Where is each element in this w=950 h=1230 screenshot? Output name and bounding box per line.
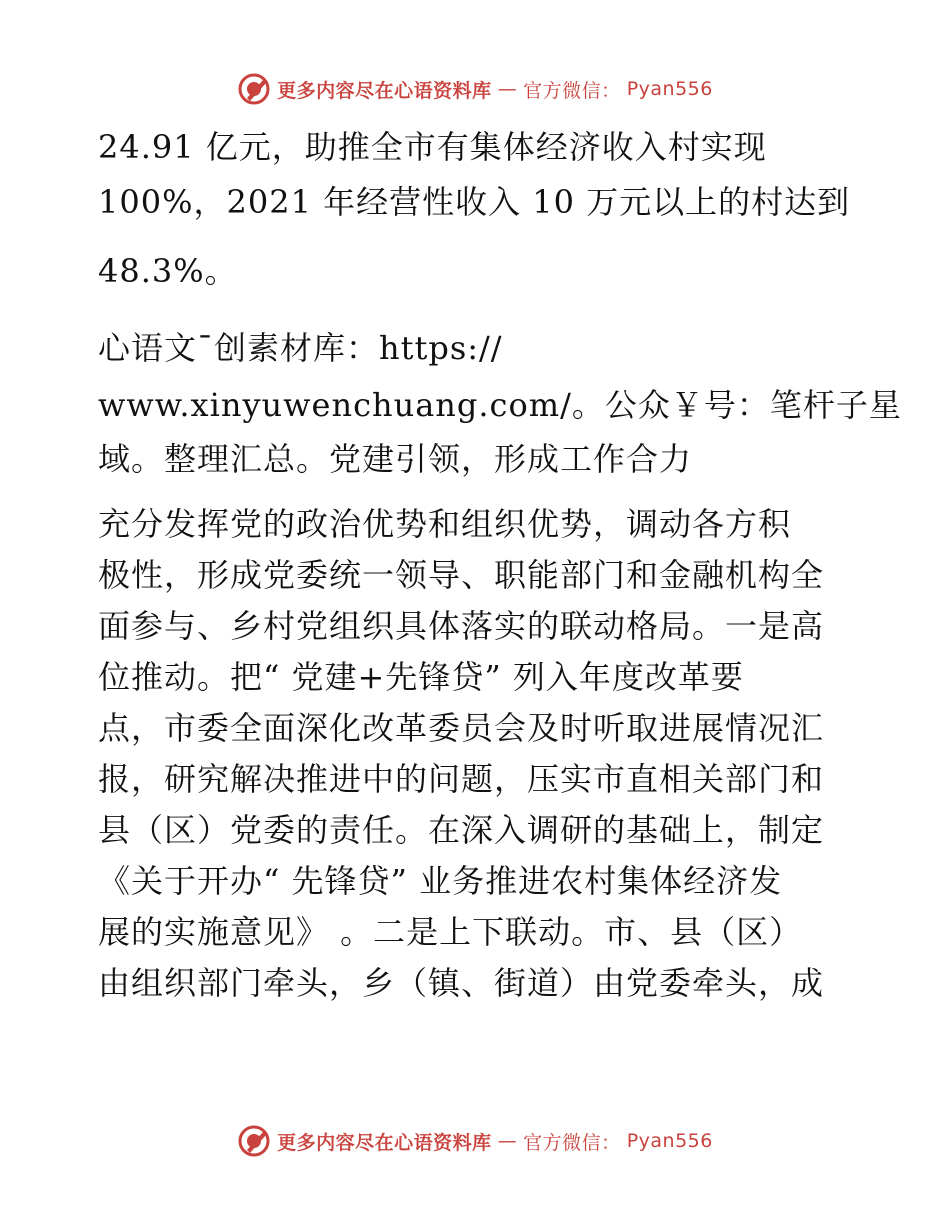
text-line: 48.3%。 (98, 252, 238, 290)
text-line: 心语文¯创素材库：https:// (98, 329, 503, 367)
text-line: 报，研究解决推进中的问题，压实市直相关部门和 (98, 760, 825, 798)
text-line: 100%，2021 年经营性收入 10 万元以上的村达到 (98, 183, 851, 221)
text-line: 充分发挥党的政治优势和组织优势，调动各方积 (98, 505, 792, 543)
watermark-dash: — (497, 78, 518, 100)
text-line: 《关于开办“ 先锋贷” 业务推进农村集体经济发 (98, 862, 783, 900)
text-line: 位推动。把“ 党建+先锋贷” 列入年度改革要 (98, 658, 744, 696)
watermark-sub-text: 官方微信： (523, 1131, 621, 1154)
text-line: 域。整理汇总。党建引领，形成工作合力 (98, 440, 693, 478)
text-line: 极性，形成党委统一领导、职能部门和金融机构全 (98, 556, 825, 594)
watermark-dash: — (497, 1130, 518, 1152)
watermark-main-text: 更多内容尽在心语资料库 (277, 1131, 492, 1154)
text-line: 24.91 亿元，助推全市有集体经济收入村实现 (98, 128, 767, 166)
text-line: 面参与、乡村党组织具体落实的联动格局。一是高 (98, 607, 825, 645)
footer-watermark (0, 1124, 950, 1158)
watermark-wechat-id: Pyan556 (626, 1130, 713, 1152)
header-watermark (0, 72, 950, 106)
text-line: 县（区）党委的责任。在深入调研的基础上，制定 (98, 811, 825, 849)
document-body (98, 118, 902, 1002)
text-line: www.xinyuwenchuang.com/。公众￥号：笔杆子星 (98, 386, 902, 424)
text-line: 点，市委全面深化改革委员会及时听取进展情况汇 (98, 709, 825, 747)
watermark-wechat-id: Pyan556 (626, 78, 713, 100)
pen-logo-icon (237, 1124, 271, 1158)
watermark-sub-text: 官方微信： (523, 79, 621, 102)
pen-logo-icon (237, 72, 271, 106)
watermark-main-text: 更多内容尽在心语资料库 (277, 79, 492, 102)
text-line: 展的实施意见》 。二是上下联动。市、县（区） (98, 913, 803, 951)
text-line: 由组织部门牵头，乡（镇、街道）由党委牵头，成 (98, 964, 825, 1002)
